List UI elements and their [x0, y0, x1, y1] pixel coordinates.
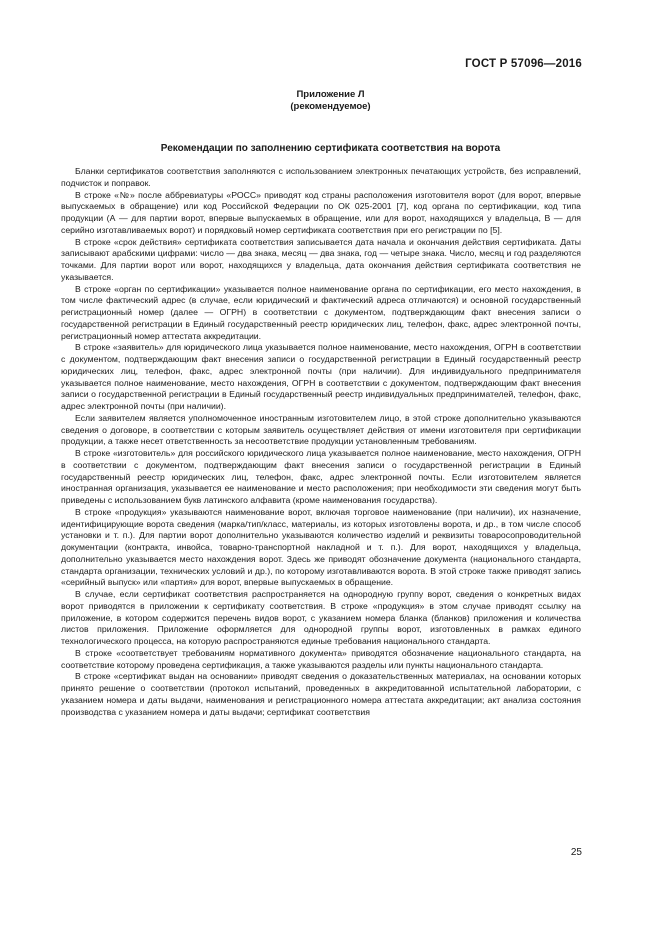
paragraph: В строке «изготовитель» для российского юридического лица указывается полное наименование, место нахождения, ОГРН в соответствии с документом, подтверждающим факт внесения записи о государственной регистрации в Единый государственный реестр юридических лиц, телефон, факс, адрес электронной почты. Если изготовителем является иностранная организация, указывается ее наименование и место расположения; при необходимости эти сведения могут быть приведены с использованием букв латинского алфавита (кроме наименования государства). [61, 448, 581, 505]
paragraph: В строке «заявитель» для юридического лица указывается полное наименование, место нахождения, ОГРН в соответствии с документом, подтверждающим факт внесения записи о государственной регистрации в Единый государственный реестр юридических лиц, телефон, факс, адрес электронной почты (при наличии). Для индивидуального предпринимателя указывается полное наименование, место нахождения, ОГРН в соответствии с документом, подтверждающим факт внесения записи о государственной регистрации в Единый государственный реестр индивидуальных предпринимателей, телефон, факс, адрес электронной почты (при наличии). [61, 342, 581, 411]
paragraph: Бланки сертификатов соответствия заполняются с использованием электронных печатающих устройств, без исправлений, подчисток и поправок. [61, 166, 581, 188]
document-id: ГОСТ Р 57096—2016 [465, 58, 582, 70]
paragraph: В строке «соответствует требованиям нормативного документа» приводятся обозначение национального стандарта, на соответствие которому проведена сертификация, а также указываются разделы или пункты национального стандарта. [61, 647, 581, 670]
paragraph: В строке «продукция» указываются наименование ворот, включая торговое наименование (при наличии), их назначение, идентифицирующие ворота сведения (марка/тип/класс, материалы, из которых изготовлены ворота, и др., в том числе способ установки и т. п.). Для партии ворот дополнительно указываются количество изделий и реквизиты товаросопроводительной документации (контракта, инвойса, товарно-транспортной накладной и т. п.). Для ворот, находящихся у владельца, дополнительно указывается место нахождения ворот. Здесь же приводят обозначение документа (национального стандарта, стандарта организации, технических условий и др.), по которому изготавливаются ворота. В этой строке также приводят запись «серийный выпуск» или «партия» для ворот, впервые выпускаемых в обращение. [61, 506, 581, 588]
paragraph: Если заявителем является уполномоченное иностранным изготовителем лицо, в этой строке дополнительно указываются сведения о договоре, в соответствии с которым заявитель осуществляет действия от имени изготовителя при сертификации продукции, а также несет ответственность за несоответствие продукции установленным требованиям. [61, 412, 581, 447]
appendix-title: Приложение Л [296, 89, 365, 100]
section-heading: Рекомендации по заполнению сертификата соответствия на ворота [160, 143, 501, 154]
paragraph: В строке «срок действия» сертификата соответствия записывается дата начала и окончания действия сертификата. Даты записывают арабскими цифрами: число — два знака, месяц — два знака, год — четыре знака. Число, месяц и год разделяются точками. Для партии ворот или ворот, находящихся у владельца, дата окончания действия сертификата соответствия не указывается. [61, 236, 581, 282]
body-text [61, 166, 581, 718]
paragraph: В строке «орган по сертификации» указывается полное наименование органа по сертификации, его место нахождения, в том числе фактический адрес (в случае, если юридический и фактический адреса отличаются) и основной государственный регистрационный номер (далее — ОГРН) в соответствии с документом, подтверждающим факт внесения записи о государственной регистрации в Единый государственный реестр юридических лиц, телефон, факс, адрес электронной почты, регистрационный номер аттестата аккредитации. [61, 283, 581, 341]
appendix-subtitle: (рекомендуемое) [290, 101, 371, 112]
page-number: 25 [570, 847, 582, 858]
paragraph: В строке «сертификат выдан на основании» приводят сведения о доказательственных материалах, на основании которых принято решение о соответствии (протокол испытаний, проведенных в аккредитованной испытательной лаборатории, с указанием номера и даты выдачи, наименования и регистрационного номера аттестата аккредитации; акт анализа состояния производства с указанием номера и даты выдачи; сертификат соответствия [61, 671, 581, 717]
paragraph: В строке «№» после аббревиатуры «РОСС» приводят код страны расположения изготовителя ворот (для ворот, впервые выпускаемых в обращение) или код Российской Федерации по ОК 025-2001 [7], код органа по сертификации, код типа продукции (А — для партии ворот, впервые выпускаемых в обращение, или для ворот, находящихся у владельца, В — для серийно изготавливаемых ворот) и порядковый номер сертификата соответствия при его регистрации по [5]. [61, 189, 581, 235]
paragraph: В случае, если сертификат соответствия распространяется на однородную группу ворот, сведения о конкретных видах ворот приводятся в приложении к сертификату соответствия. В строке «продукция» в этом случае приводят ссылку на приложение, в котором содержится перечень видов ворот, с указанием номера бланка (бланков) приложения и количества листов приложения. Приложение оформляется для однородной группы ворот, изготовленных в рамках единого технологического процесса, на которую распространяются единые требования национального стандарта. [61, 589, 581, 646]
appendix-header [0, 89, 661, 113]
